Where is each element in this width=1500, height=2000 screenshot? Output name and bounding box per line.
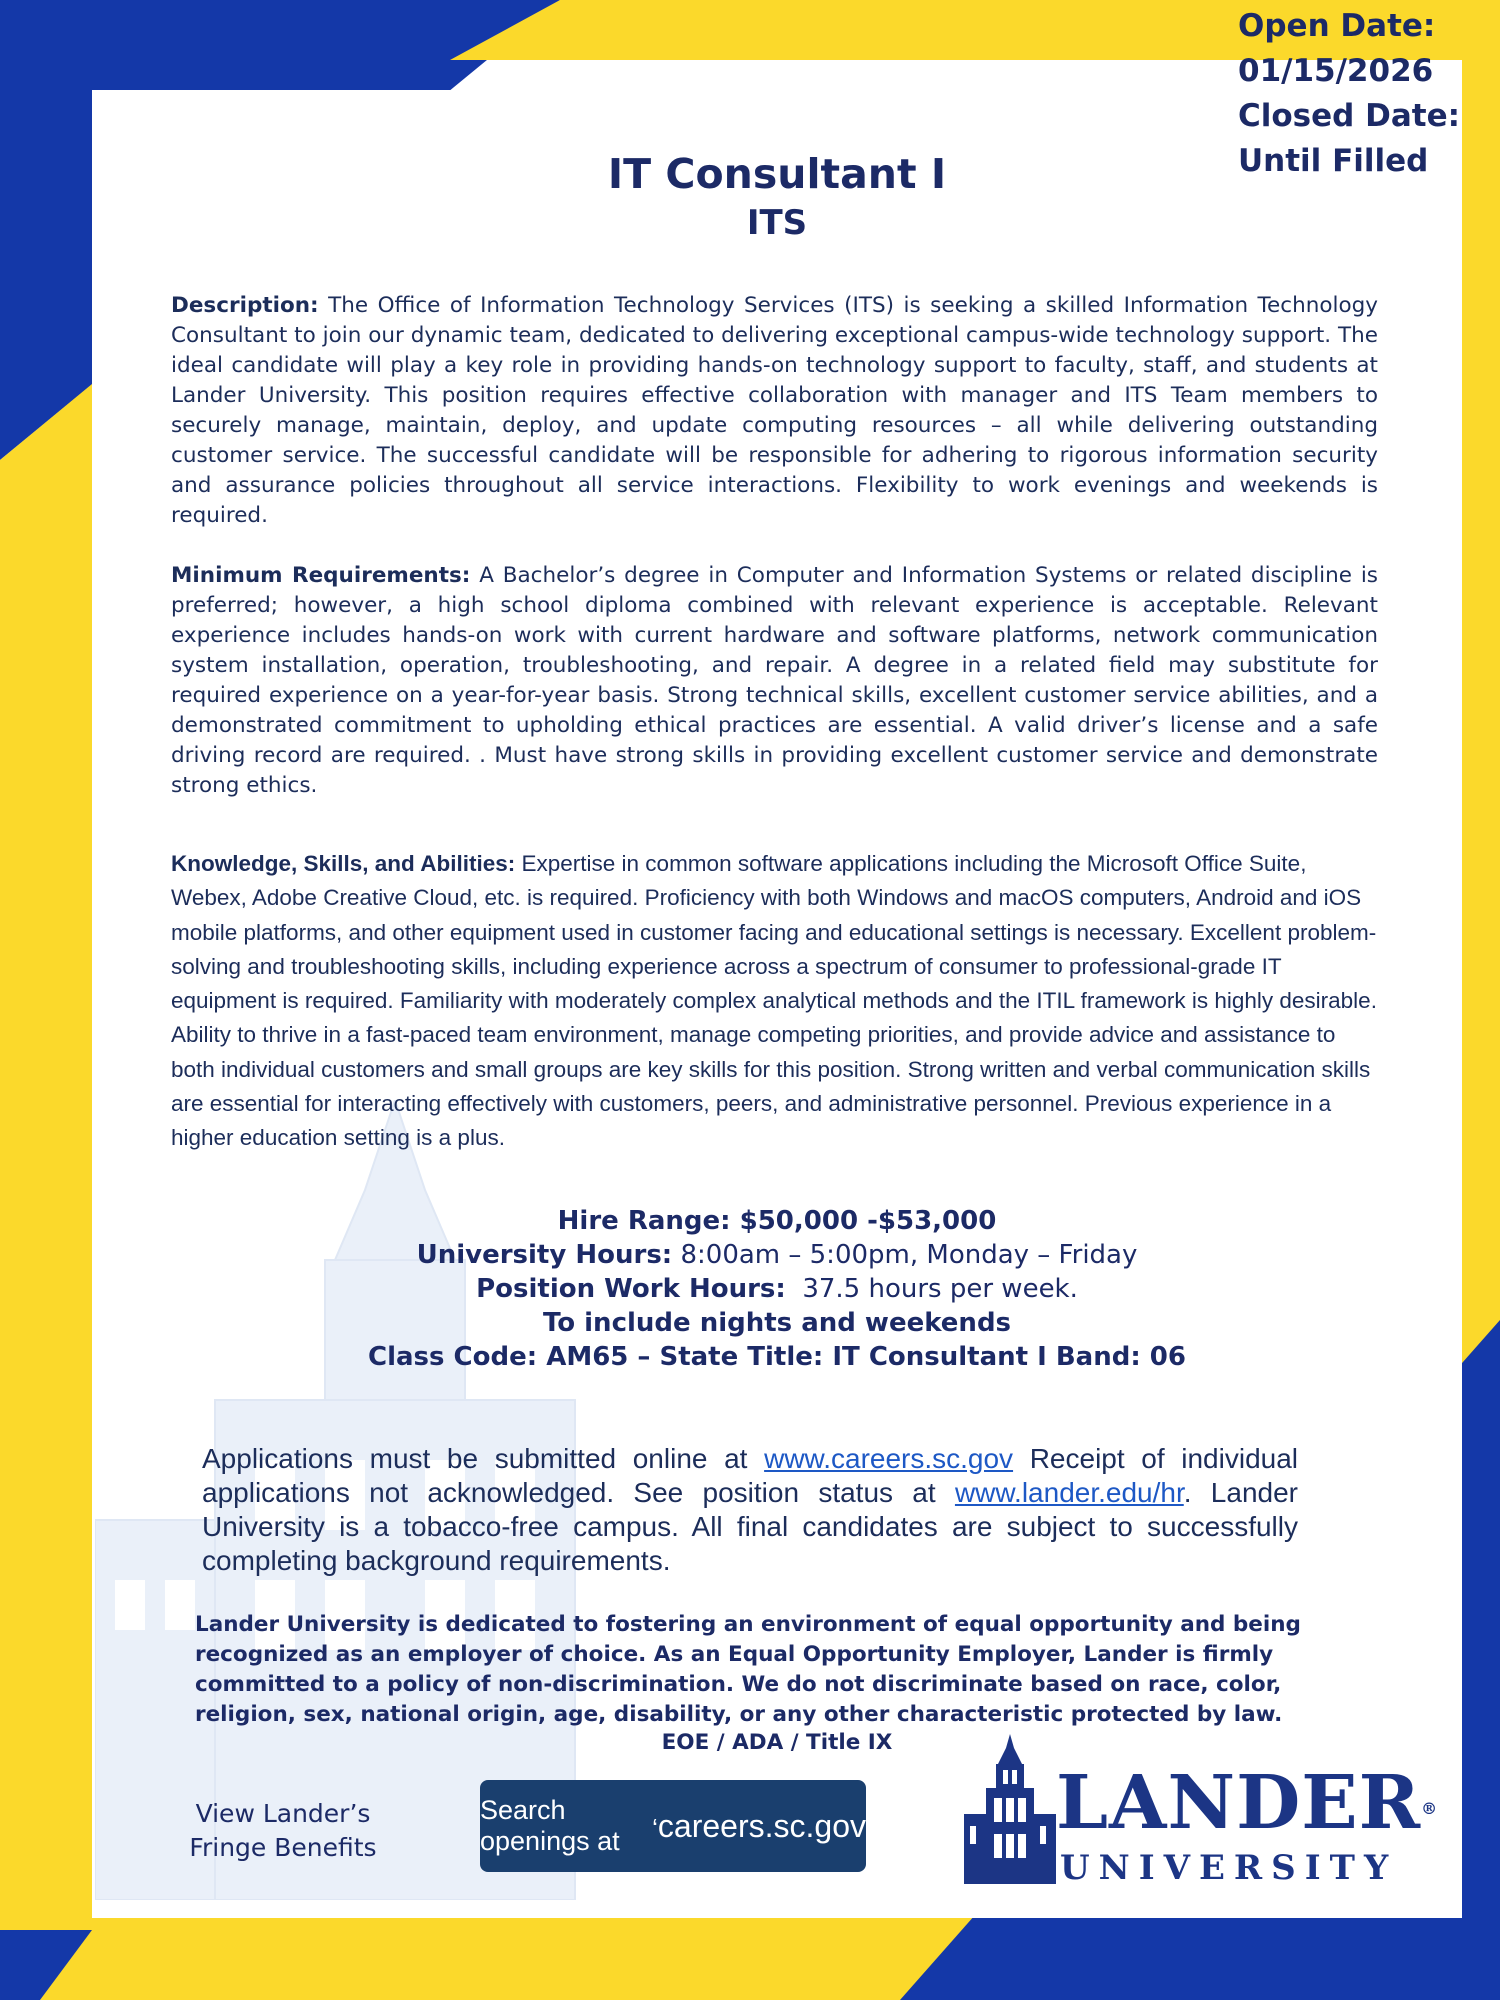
- search-openings-button[interactable]: [480, 1780, 866, 1872]
- description-section: [171, 291, 1378, 531]
- work-hours-label: Position Work Hours:: [476, 1274, 786, 1304]
- description-label: Description:: [171, 293, 319, 318]
- lander-hr-link[interactable]: www.lander.edu/hr: [954, 1477, 1184, 1508]
- requirements-label: Minimum Requirements:: [171, 563, 471, 588]
- applications-text-3: . Lander University is a tobacco-free campus. All final candidates are subject to successfully completing background requirements.: [202, 1477, 1298, 1576]
- ksa-text: Expertise in common software applications including the Microsoft Office Suite, Webex, Adobe Creative Cloud, etc. is required. Proficiency with both Windows and macOS computers, Android and iOS mobile platforms, and other equipment used in customer facing and educational settings is necessary. Excellent problem-solving and troubleshooting skills, including experience across a spectrum of consumer to professional-grade IT equipment is required. Familiarity with moderately complex analytical methods and the ITIL framework is highly desirable. Ability to thrive in a fast-paced team environment, manage competing priorities, and provide advice and assistance to both individual customers and small groups are key skills for this position. Strong written and verbal communication skills are essential for interacting effectively with customers, peers, and administrative personnel. Previous experience in a higher education setting is a plus.: [171, 851, 1377, 1151]
- careers-link[interactable]: www.careers.sc.gov: [764, 1443, 1014, 1474]
- work-hours-value: 37.5 hours per week.: [802, 1274, 1078, 1304]
- closed-date-value: Until Filled: [1238, 143, 1429, 179]
- fringe-benefits-link[interactable]: [188, 1797, 378, 1865]
- requirements-text: A Bachelor’s degree in Computer and Information Systems or related discipline is preferred; however, a high school diploma combined with relevant experience is acceptable. Relevant experience includes hands-on work with current hardware and software platforms, network communication system installation, operation, troubleshooting, and repair. A degree in a related field may substitute for required experience on a year-for-year basis. Strong technical skills, excellent customer service abilities, and a demonstrated commitment to upholding ethical practices are essential. A valid driver’s license and a safe driving record are required. . Must have strong skills in providing excellent customer service and demonstrate strong ethics.: [171, 563, 1378, 798]
- university-hours-label: University Hours:: [416, 1240, 673, 1270]
- applications-note: [202, 1442, 1298, 1578]
- applications-text-1: Applications must be submitted online at: [202, 1443, 748, 1474]
- fringe-line-2: Fringe Benefits: [189, 1833, 377, 1862]
- lander-wordmark-text: LANDER: [1056, 1760, 1422, 1846]
- open-date-label: Open Date:: [1238, 8, 1436, 44]
- search-button-text: Search openings at: [480, 1795, 620, 1856]
- search-button-site: ‘ careers.sc.gov: [652, 1808, 866, 1845]
- job-title: IT Consultant I: [607, 150, 947, 198]
- work-hours: [92, 1272, 1462, 1306]
- university-hours: [92, 1238, 1462, 1272]
- hire-range: Hire Range: $50,000 -$53,000: [557, 1206, 997, 1236]
- nights-weekends-note: To include nights and weekends: [542, 1308, 1012, 1338]
- closed-date-label: Closed Date:: [1238, 98, 1461, 134]
- ksa-label: Knowledge, Skills, and Abilities:: [171, 851, 516, 876]
- university-wordmark: UNIVERSITY: [1060, 1848, 1398, 1888]
- open-date-value: 01/15/2026: [1238, 53, 1434, 89]
- position-details: [92, 1204, 1462, 1374]
- university-hours-value: 8:00am – 5:00pm, Monday – Friday: [680, 1240, 1138, 1270]
- description-text: The Office of Information Technology Services (ITS) is seeking a skilled Information Technology Consultant to join our dynamic team, dedicated to delivering exceptional campus-wide technology support. The ideal candidate will play a key role in providing hands-on technology support to faculty, staff, and students at Lander University. This position requires effective collaboration with manager and ITS Team members to securely manage, maintain, deploy, and update computing resources – all while delivering outstanding customer service. The successful candidate will be responsible for adhering to rigorous information security and assurance policies throughout all service interactions. Flexibility to work evenings and weekends is required.: [171, 293, 1378, 528]
- applications-text-2: Receipt of individual applications not acknowledged. See position status at: [202, 1443, 1299, 1508]
- class-code: Class Code: AM65 – State Title: IT Consultant I Band: 06: [368, 1342, 1186, 1372]
- fringe-line-1: View Lander’s: [195, 1799, 371, 1828]
- lander-wordmark: [1056, 1760, 1439, 1846]
- eeo-statement: Lander University is dedicated to fostering an environment of equal opportunity and being recognized as an employer of choice. As an Equal Opportunity Employer, Lander is firmly committed to a policy of non-discrimination. We do not discriminate based on race, color, religion, sex, national origin, age, disability, or any other characteristic protected by law.: [195, 1612, 1301, 1727]
- registered-mark: ®: [1421, 1799, 1439, 1818]
- ksa-section: [171, 847, 1378, 1156]
- department-title: ITS: [746, 203, 808, 243]
- requirements-section: [171, 561, 1378, 801]
- eeo-tagline: EOE / ADA / Title IX: [661, 1730, 893, 1755]
